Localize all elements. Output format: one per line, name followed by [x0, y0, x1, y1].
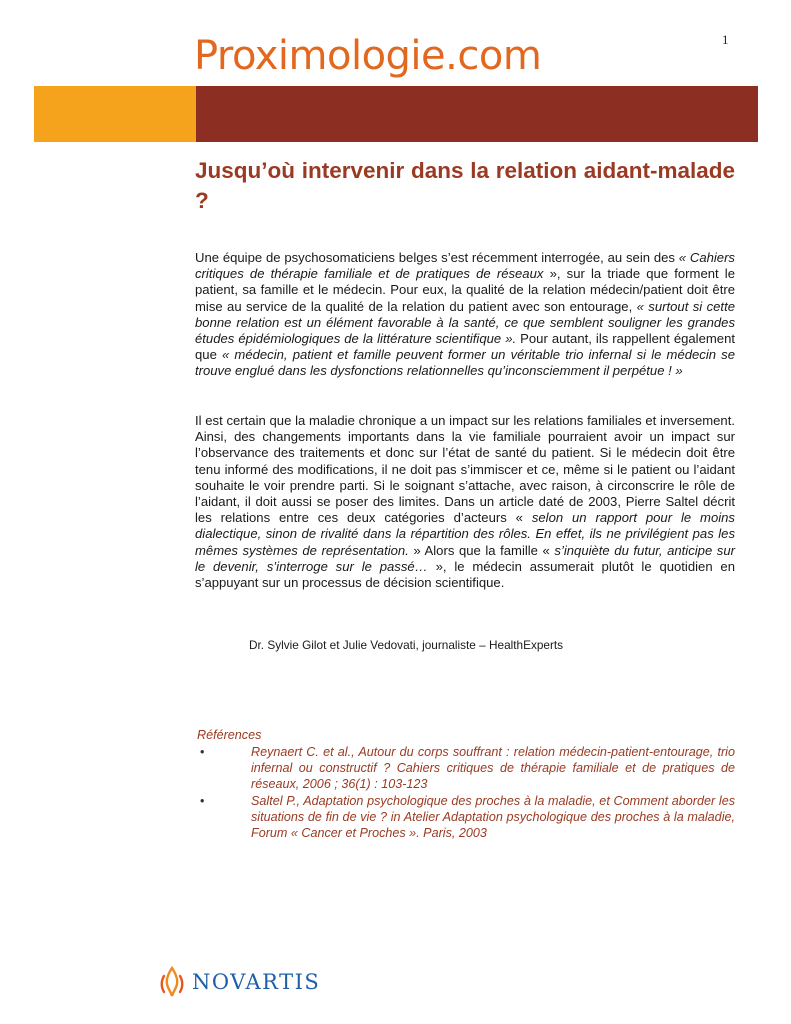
- italic-quote-run: « Cahiers critiques de thérapie familiale et de pratiques de réseaux: [195, 250, 735, 282]
- novartis-flame-icon: [158, 966, 186, 998]
- italic-quote-run: s’inquiète du futur, anticipe sur le devenir, s’interroge sur le passé…: [195, 542, 735, 574]
- text-run: », sur la triade que forment le patient, sa famille et le médecin. Pour eux, la qualité de la relation médecin/patient doit être mise au service de la qualité de la relation du patient avec son entourage,: [195, 266, 735, 314]
- bullet-icon: •: [200, 794, 205, 808]
- novartis-wordmark: NOVARTIS: [192, 970, 321, 994]
- italic-quote-run: selon un rapport pour le moins dialectique, sinon de rivalité dans la répartition des rôles. En effet, ils ne privilégient pas les mêmes systèmes de représentation.: [195, 510, 735, 558]
- reference-text: Saltel P., Adaptation psychologique des proches à la maladie, et Comment aborder les situations de fin de vie ? in Atelier Adaptation psychologique des proches à la maladie, Forum « Cancer et Proches ». Paris, 2003: [251, 794, 735, 840]
- reference-item: [195, 744, 735, 792]
- text-run: » Alors que la famille «: [408, 542, 555, 558]
- article-paragraph-2: [195, 413, 735, 591]
- references-heading: Références: [197, 728, 262, 742]
- italic-quote-run: « surtout si cette bonne relation est un élément favorable à la santé, ce que semblent souligner les grandes études épidémiologiques de la littérature scientifique ».: [195, 298, 735, 347]
- article-paragraph-1: [195, 250, 735, 380]
- reference-text: Reynaert C. et al., Autour du corps souffrant : relation médecin-patient-entourage, trio infernal ou constructif ? Cahiers critiques de thérapie familiale et de pratiques de réseaux, 2006 ; 36(1) : 103-123: [251, 745, 735, 791]
- text-run: Pour autant, ils rappellent également que: [195, 331, 735, 363]
- article-byline: Dr. Sylvie Gilot et Julie Vedovati, journaliste – HealthExperts: [249, 638, 564, 652]
- text-run: Une équipe de psychosomaticiens belges s’est récemment interrogée, au sein des: [195, 250, 679, 265]
- novartis-logo: [158, 966, 320, 998]
- article-title: Jusqu’où intervenir dans la relation aidant-malade ?: [195, 158, 735, 213]
- proximologie-logo: Proximologie.com: [194, 33, 542, 79]
- page-number: 1: [722, 32, 729, 47]
- bullet-icon: •: [200, 745, 205, 759]
- text-run: », le médecin assumerait plutôt le quotidien en s’appuyant sur un processus de décision scientifique.: [195, 558, 735, 591]
- text-run: Il est certain que la maladie chronique a un impact sur les relations familiales et inversement. Ainsi, des changements importants dans la vie familiale pourraient avoir un impact sur l’observance des traitements et donc sur l’état de santé du patient. Si le médecin doit être tenu informé des modifications, il ne doit pas s’immiscer et ce, même si le patient ou l’aidant souhaite le voir prendre parti. Si le soignant s’attache, avec raison, à circonscrire le rôle de l’aidant, il doit aussi se poser des limites. Dans un article daté de 2003, Pierre Saltel décrit les relations entre ces deux catégories d’acteurs «: [195, 413, 735, 526]
- reference-item: [195, 793, 735, 841]
- header-banner-red: [196, 86, 758, 142]
- italic-quote-run: « médecin, patient et famille peuvent former un véritable trio infernal si le médecin se trouve englué dans les dysfonctions relationnelles qu’inconsciemment il perpétue ! »: [195, 347, 736, 379]
- header-banner-orange: [34, 86, 196, 142]
